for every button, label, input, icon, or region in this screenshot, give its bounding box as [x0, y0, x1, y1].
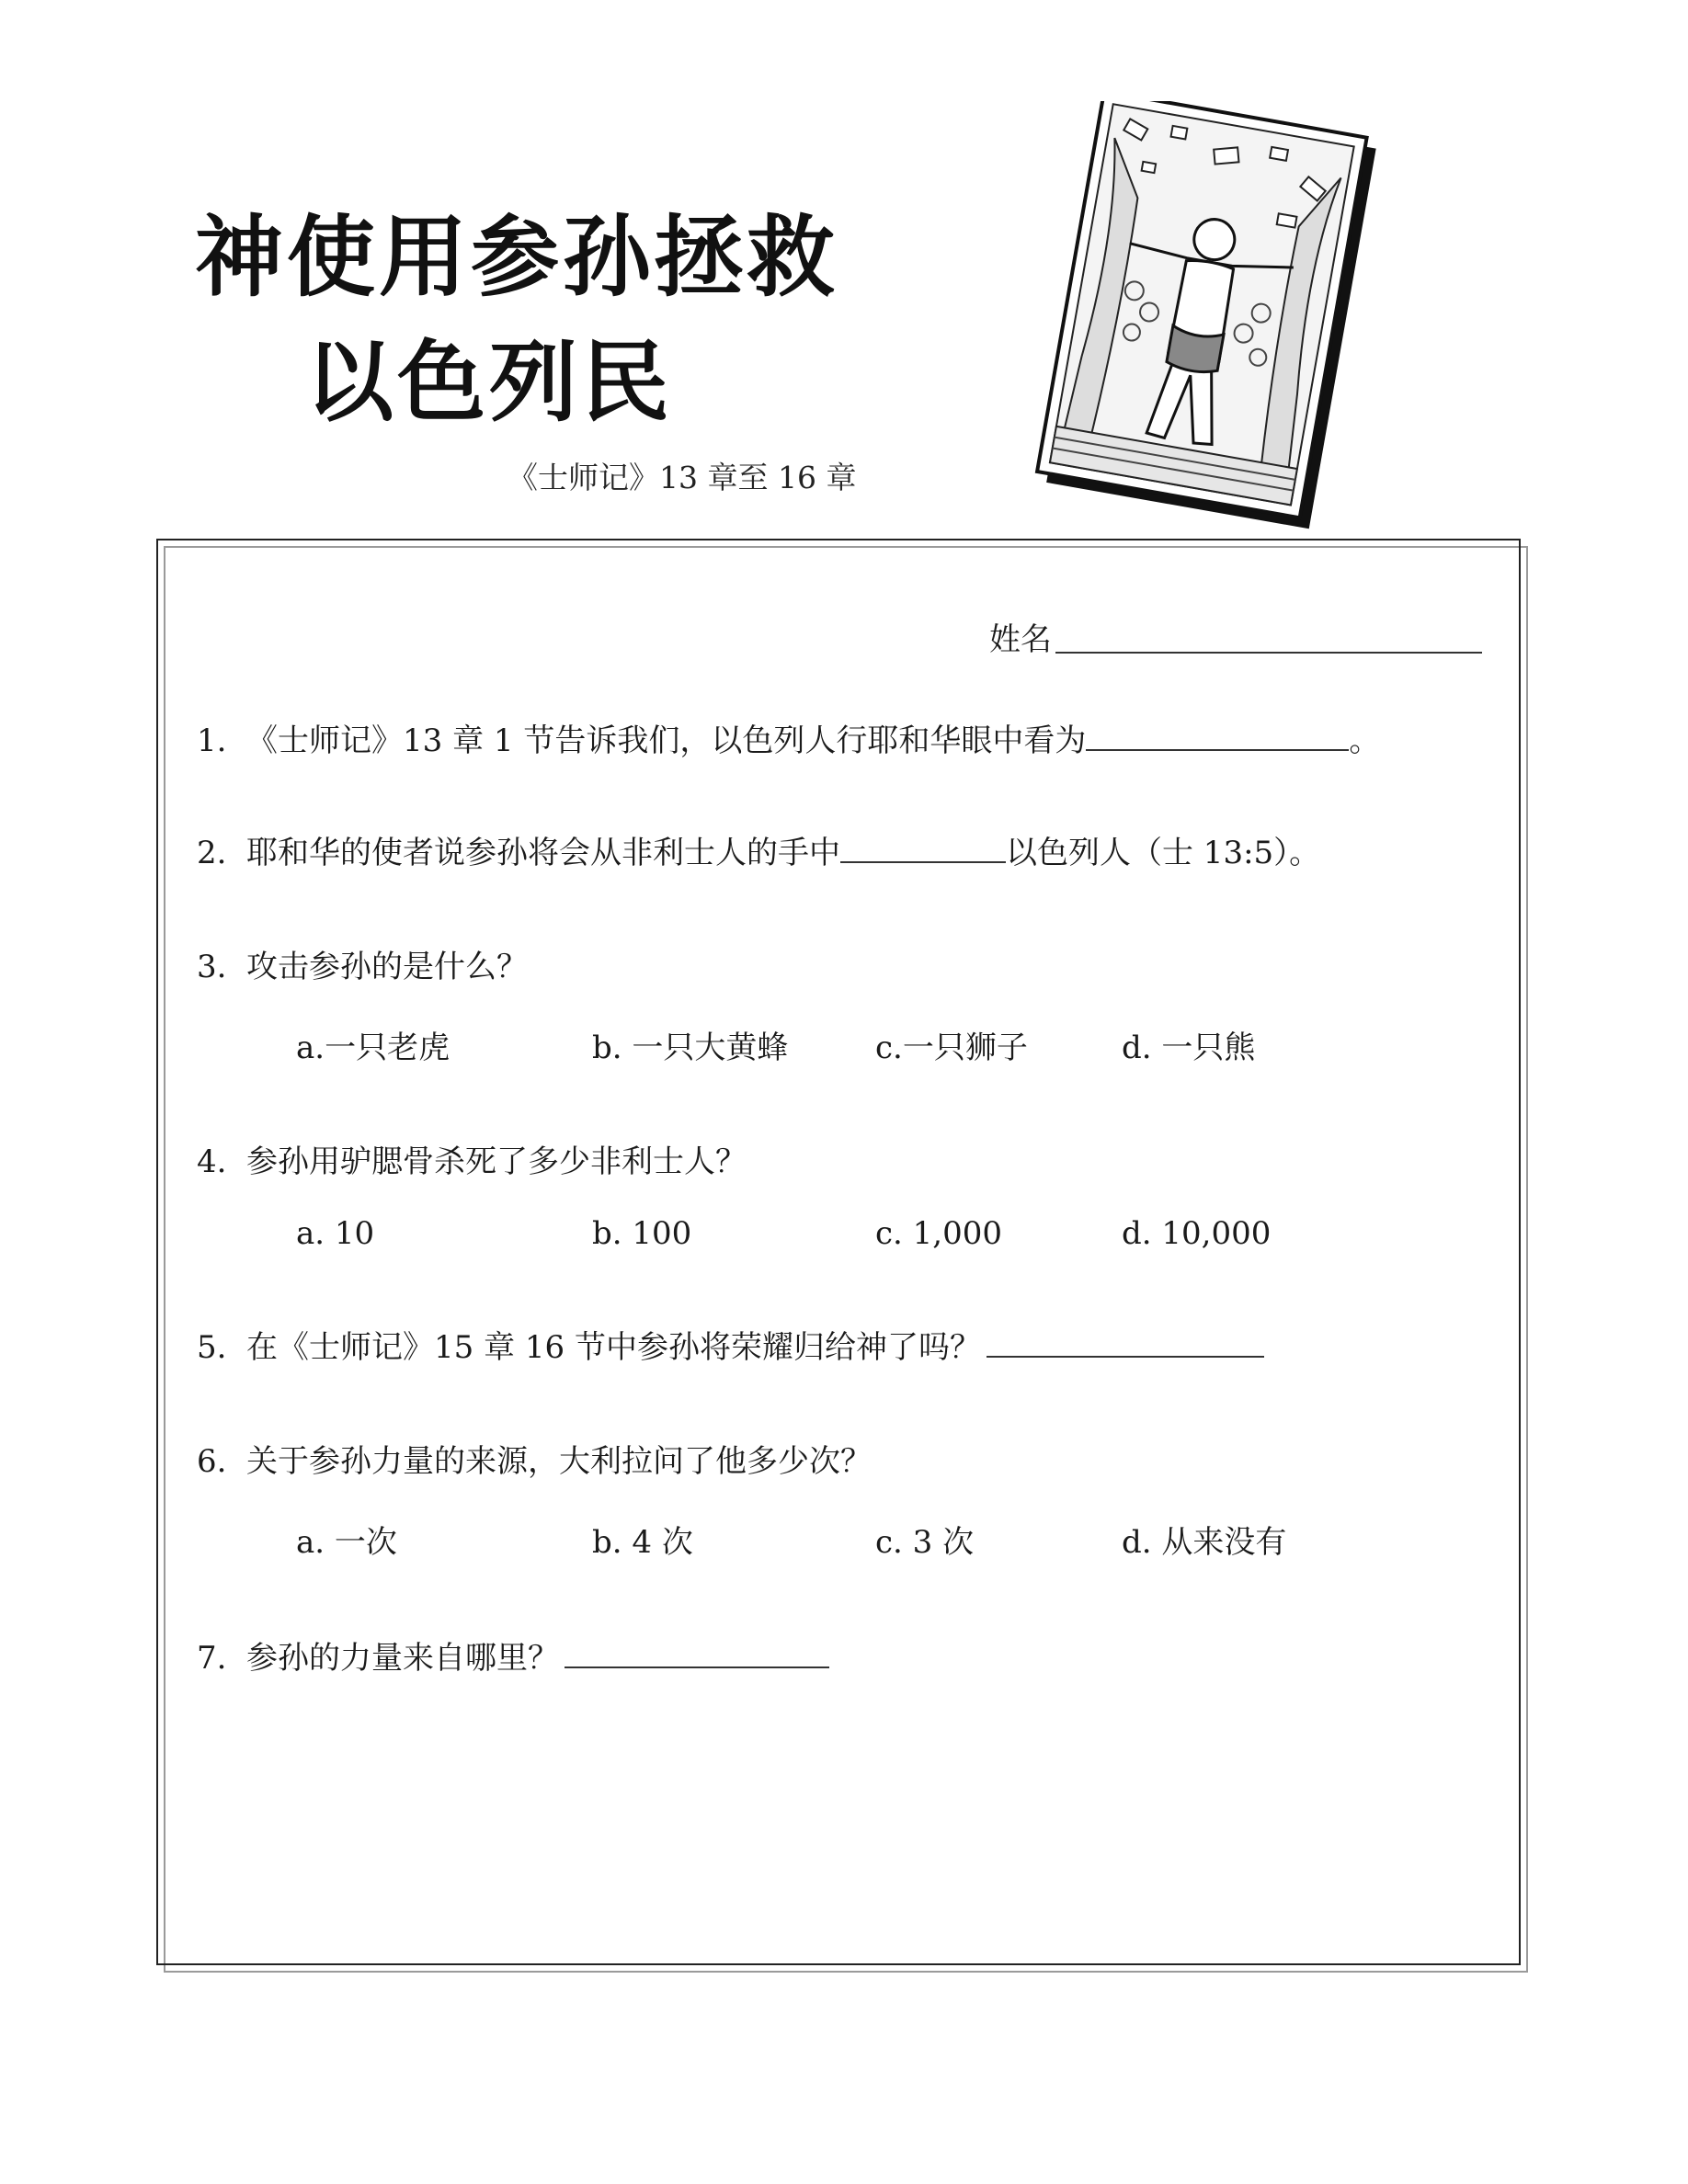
question-text: 关于参孙力量的来源，大利拉问了他多少次？	[246, 1443, 872, 1480]
question-number: 6.	[197, 1443, 227, 1480]
question-1	[197, 715, 1380, 760]
question-3	[197, 941, 528, 986]
question-6	[197, 1436, 872, 1481]
question-text-end: 以色列人（士 13:5）。	[1006, 835, 1321, 871]
samson-pushing-pillars-illustration	[1030, 101, 1379, 533]
title-line-1: 神使用参孙拯救	[195, 206, 838, 309]
question-5	[197, 1322, 1264, 1367]
question-text: 在《士师记》15 章 16 节中参孙将荣耀归给神了吗？	[246, 1329, 981, 1366]
question-text: 参孙的力量来自哪里？	[246, 1640, 559, 1677]
question-4-option-c[interactable]: c. 1,000	[875, 1215, 1002, 1252]
question-4-option-b[interactable]: b. 100	[592, 1215, 692, 1252]
answer-blank[interactable]	[565, 1639, 829, 1668]
answer-blank[interactable]	[840, 834, 1006, 863]
question-4-option-d[interactable]: d. 10,000	[1122, 1215, 1272, 1252]
question-number: 4.	[197, 1143, 227, 1180]
name-label: 姓名	[989, 621, 1052, 658]
question-6-option-a[interactable]: a. 一次	[296, 1524, 397, 1561]
answer-blank[interactable]	[1086, 722, 1349, 751]
question-3-option-a[interactable]: a.一只老虎	[296, 1029, 451, 1066]
question-2	[197, 827, 1320, 872]
question-6-option-c[interactable]: c. 3 次	[875, 1524, 975, 1561]
question-3-option-b[interactable]: b. 一只大黄蜂	[592, 1029, 789, 1066]
question-number: 2.	[197, 835, 227, 871]
question-number: 3.	[197, 949, 227, 985]
question-4	[197, 1136, 747, 1181]
question-number: 1.	[197, 722, 227, 759]
question-text: 攻击参孙的是什么？	[246, 949, 528, 985]
question-3-option-c[interactable]: c.一只狮子	[875, 1029, 1028, 1066]
question-3-option-d[interactable]: d. 一只熊	[1122, 1029, 1256, 1066]
title-line-2: 以色列民	[305, 331, 673, 434]
question-6-option-d[interactable]: d. 从来没有	[1122, 1524, 1287, 1561]
answer-blank[interactable]	[987, 1328, 1264, 1358]
name-field[interactable]	[1055, 652, 1482, 654]
question-number: 7.	[197, 1640, 227, 1677]
question-text: 参孙用驴腮骨杀死了多少非利士人？	[246, 1143, 747, 1180]
question-text: 耶和华的使者说参孙将会从非利士人的手中	[246, 835, 840, 871]
question-number: 5.	[197, 1329, 227, 1366]
question-text: 《士师记》13 章 1 节告诉我们，以色列人行耶和华眼中看为	[246, 722, 1087, 759]
question-4-option-a[interactable]: a. 10	[296, 1215, 375, 1252]
question-6-option-b[interactable]: b. 4 次	[592, 1524, 693, 1561]
worksheet-title	[195, 195, 838, 445]
scripture-reference: 《士师记》13 章至 16 章	[508, 460, 857, 495]
question-7	[197, 1632, 829, 1678]
question-text-end: 。	[1349, 722, 1381, 759]
